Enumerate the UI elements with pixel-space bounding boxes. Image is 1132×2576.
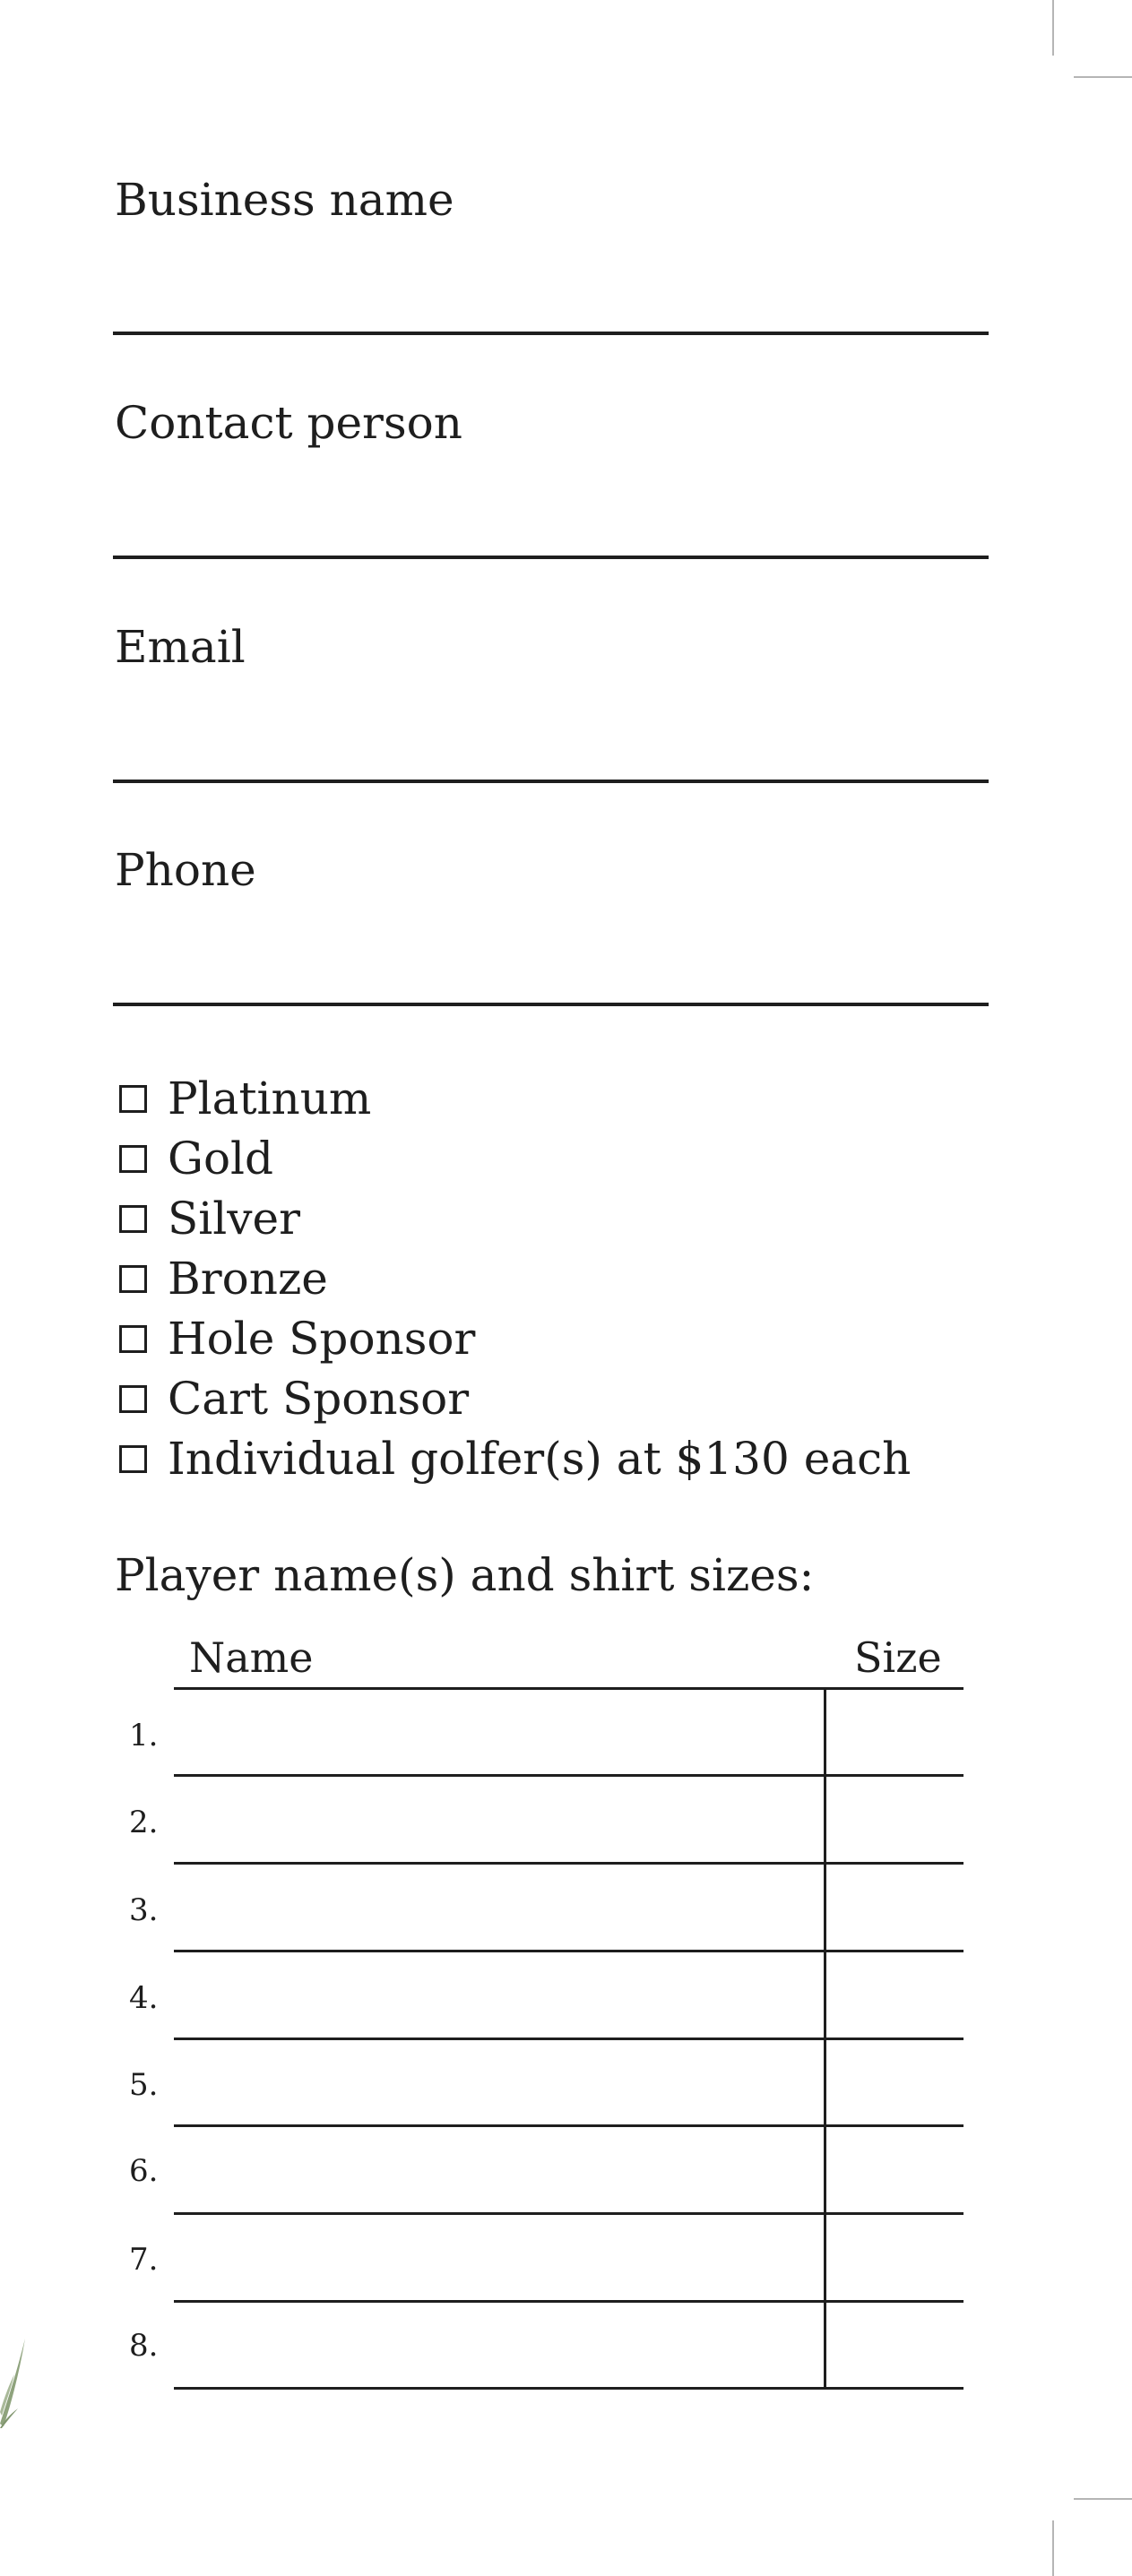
- shirt-size-input[interactable]: [826, 2127, 963, 2211]
- shirt-size-input[interactable]: [826, 2303, 963, 2387]
- checkbox[interactable]: [119, 1385, 147, 1413]
- shirt-size-input[interactable]: [826, 1690, 963, 1774]
- player-name-input[interactable]: [174, 1952, 824, 2037]
- crop-mark-bottom-horizontal: [1074, 2498, 1132, 2500]
- row-number: 4.: [129, 1980, 159, 2016]
- option-bronze[interactable]: [119, 1252, 328, 1305]
- contact-person-label: Contact person: [115, 397, 462, 449]
- row-number: 6.: [129, 2153, 159, 2189]
- option-label: Gold: [168, 1133, 274, 1185]
- player-name-input[interactable]: [174, 2215, 824, 2299]
- option-hole-sponsor[interactable]: [119, 1312, 475, 1366]
- business-name-label: Business name: [115, 174, 454, 226]
- crop-mark-top-horizontal: [1074, 76, 1132, 78]
- checkbox[interactable]: [119, 1445, 147, 1473]
- shirt-size-input[interactable]: [826, 1952, 963, 2037]
- option-label: Cart Sponsor: [168, 1373, 470, 1425]
- player-name-input[interactable]: [174, 2040, 824, 2124]
- name-column-header: Name: [189, 1633, 314, 1682]
- phone-label: Phone: [115, 844, 256, 896]
- crop-mark-top-vertical: [1052, 0, 1054, 56]
- email-label: Email: [115, 621, 246, 673]
- checkbox[interactable]: [119, 1085, 147, 1113]
- checkbox[interactable]: [119, 1265, 147, 1293]
- plant-leaf-decoration: [0, 2330, 36, 2428]
- row-number: 2.: [129, 1805, 159, 1840]
- option-label: Individual golfer(s) at $130 each: [168, 1433, 912, 1485]
- shirt-size-input[interactable]: [826, 1865, 963, 1949]
- option-individual-golfer[interactable]: [119, 1432, 911, 1486]
- player-section-heading: Player name(s) and shirt sizes:: [115, 1549, 815, 1601]
- checkbox[interactable]: [119, 1325, 147, 1353]
- row-number: 7.: [129, 2242, 159, 2278]
- player-name-input[interactable]: [174, 1777, 824, 1861]
- row-number: 8.: [129, 2328, 159, 2364]
- option-label: Hole Sponsor: [168, 1313, 476, 1365]
- checkbox[interactable]: [119, 1205, 147, 1233]
- shirt-size-input[interactable]: [826, 1777, 963, 1861]
- crop-mark-bottom-vertical: [1052, 2520, 1054, 2576]
- email-field[interactable]: [113, 780, 989, 783]
- row-number: 3.: [129, 1892, 159, 1928]
- business-name-field[interactable]: [113, 332, 989, 335]
- option-silver[interactable]: [119, 1192, 300, 1245]
- shirt-size-input[interactable]: [826, 2215, 963, 2299]
- player-name-input[interactable]: [174, 2303, 824, 2387]
- player-name-input[interactable]: [174, 2127, 824, 2211]
- shirt-size-input[interactable]: [826, 2040, 963, 2124]
- option-platinum[interactable]: [119, 1072, 371, 1125]
- option-cart-sponsor[interactable]: [119, 1372, 469, 1426]
- option-label: Platinum: [168, 1073, 372, 1124]
- option-label: Bronze: [168, 1253, 328, 1305]
- option-label: Silver: [168, 1193, 300, 1245]
- row-number: 1.: [129, 1718, 159, 1753]
- phone-field[interactable]: [113, 1003, 989, 1006]
- size-column-header: Size: [854, 1633, 942, 1682]
- contact-person-field[interactable]: [113, 556, 989, 559]
- player-name-input[interactable]: [174, 1865, 824, 1949]
- option-gold[interactable]: [119, 1132, 273, 1185]
- row-number: 5.: [129, 2067, 159, 2103]
- player-name-input[interactable]: [174, 1690, 824, 1774]
- table-row-rule: [174, 2387, 963, 2390]
- checkbox[interactable]: [119, 1145, 147, 1173]
